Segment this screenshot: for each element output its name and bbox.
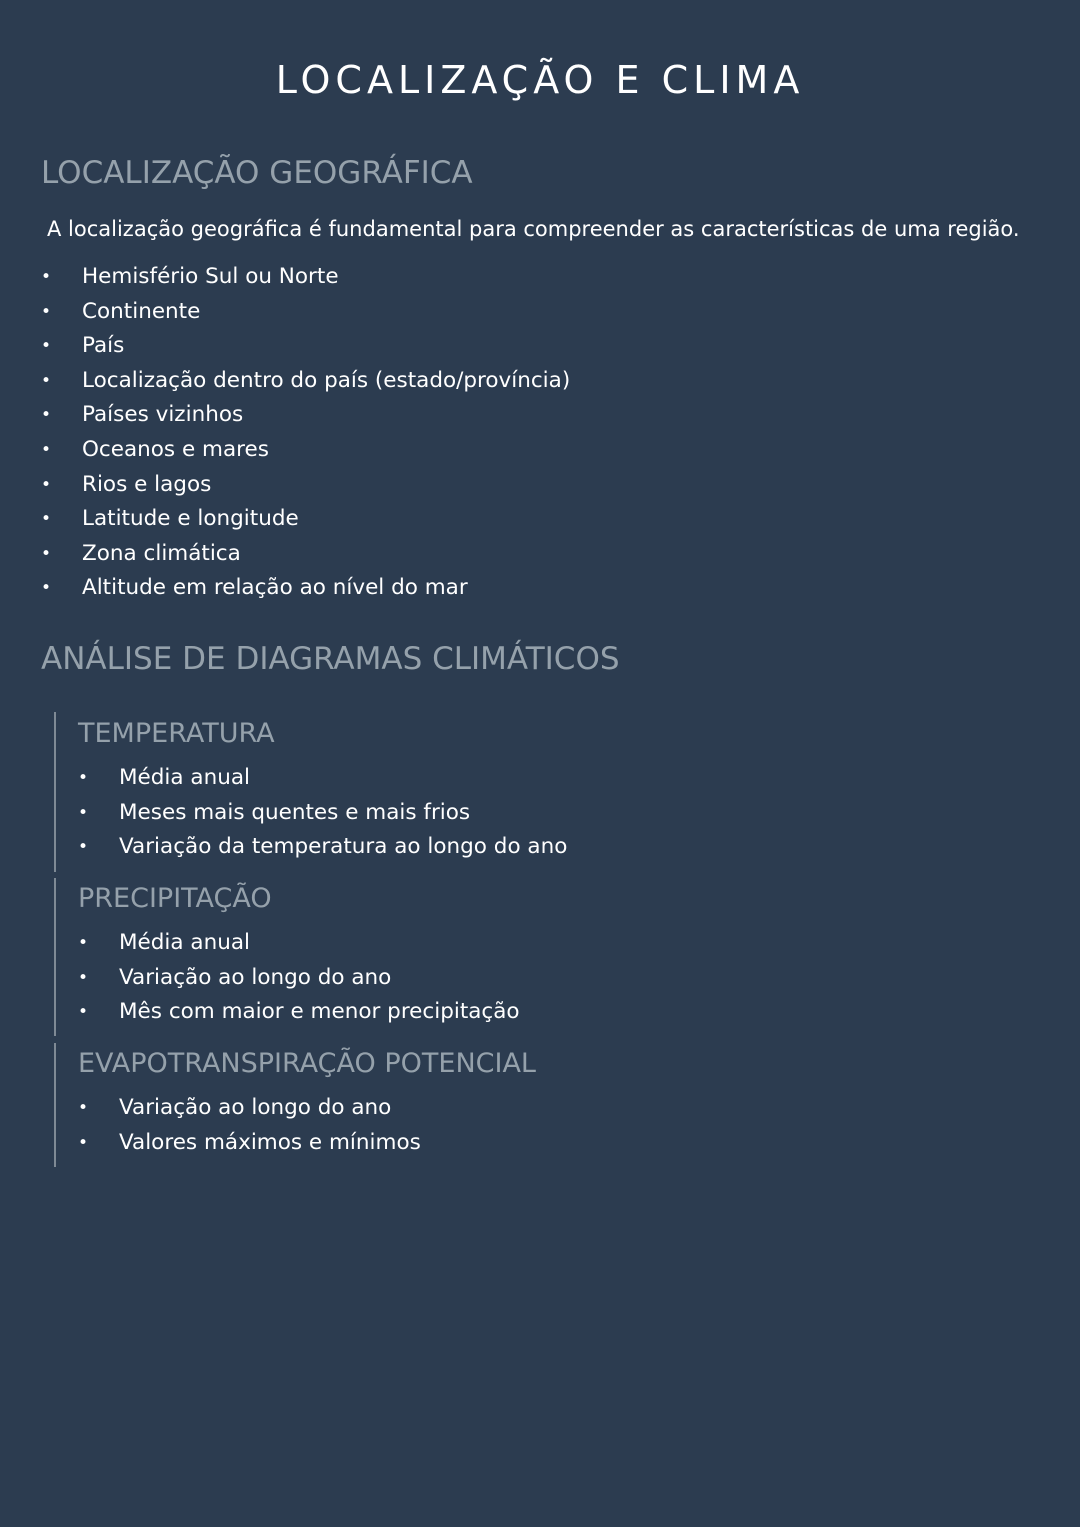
bullet-icon: • <box>78 967 89 988</box>
temperatura-heading: TEMPERATURA <box>78 718 275 749</box>
bullet-icon: • <box>78 933 89 953</box>
bullet-icon: • <box>78 1132 89 1153</box>
bullet-icon: • <box>41 370 52 391</box>
intro-paragraph: A localização geográfica é fundamental para compreender as características de uma região. <box>47 217 1020 241</box>
bullet-icon: • <box>78 837 89 858</box>
evapotranspiracao-heading: EVAPOTRANSPIRAÇÃO POTENCIAL <box>78 1048 536 1079</box>
page-title: LOCALIZAÇÃO E CLIMA <box>275 58 805 102</box>
bullet-icon: • <box>41 405 52 426</box>
bullet-icon: • <box>41 439 52 460</box>
bullet-icon: • <box>41 267 52 287</box>
bullet-icon: • <box>41 543 52 564</box>
bullet-icon: • <box>78 802 89 823</box>
bullet-icon: • <box>41 578 52 599</box>
bullet-icon: • <box>41 301 52 322</box>
bullet-icon: • <box>78 1098 89 1118</box>
precipitacao-block: PRECIPITAÇÃO • Média anual • Variação ao longo do ano • Mês com maior e menor precipitação <box>54 878 956 1036</box>
bullet-icon: • <box>41 509 52 530</box>
evapotranspiracao-block: EVAPOTRANSPIRAÇÃO POTENCIAL • Variação ao longo do ano • Valores máximos e mínimos <box>54 1043 956 1167</box>
section-heading-localizacao: LOCALIZAÇÃO GEOGRÁFICA <box>41 155 473 191</box>
bullet-icon: • <box>78 768 89 788</box>
bullet-icon: • <box>78 1002 89 1023</box>
bullet-icon: • <box>41 336 52 357</box>
bullet-icon: • <box>41 474 52 495</box>
temperatura-block: TEMPERATURA • Média anual • Meses mais quentes e mais frios • Variação da temperatura ao longo do ano <box>54 712 956 872</box>
section-heading-diagramas: ANÁLISE DE DIAGRAMAS CLIMÁTICOS <box>41 641 620 677</box>
precipitacao-heading: PRECIPITAÇÃO <box>78 883 272 914</box>
